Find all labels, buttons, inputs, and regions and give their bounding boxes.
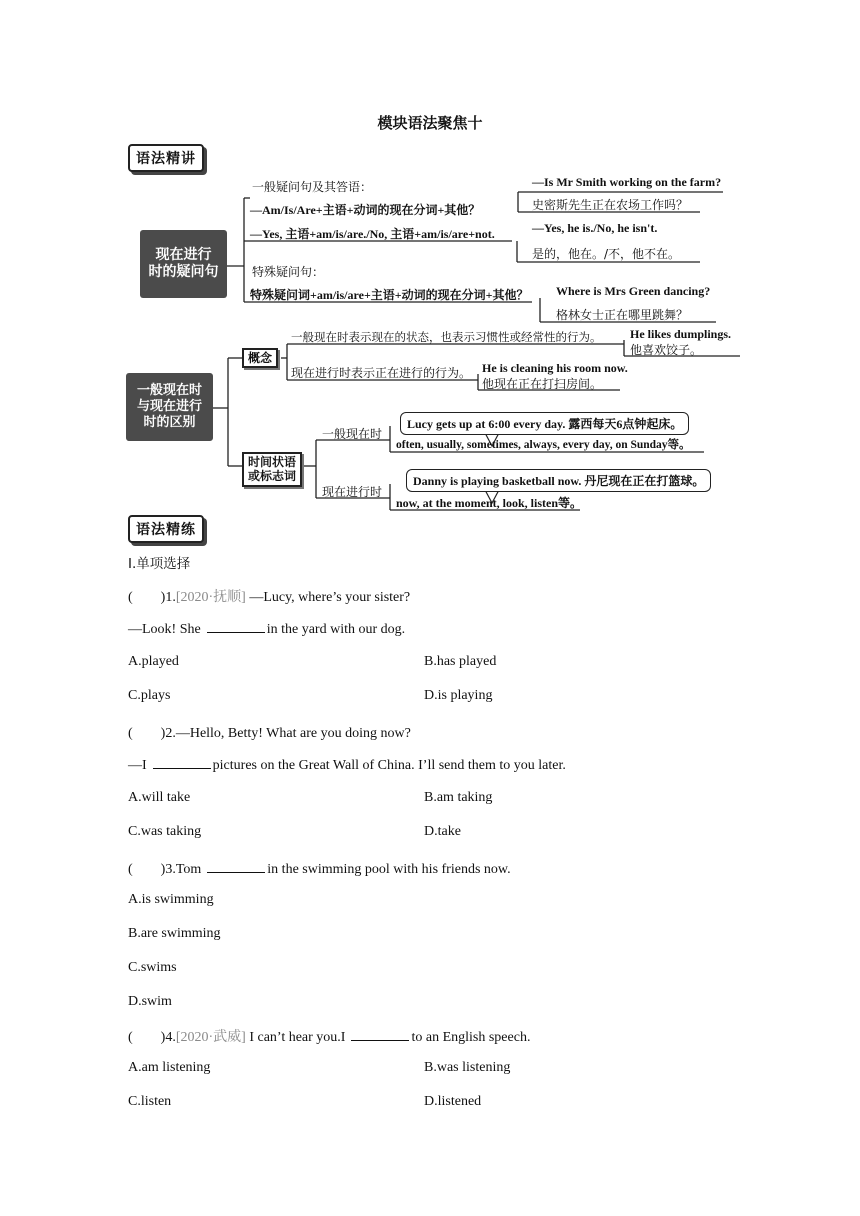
section-header-explain: 语法精讲 [128,144,204,172]
concept-simple-present: 一般现在时表示现在的状态，也表示习惯性或经常性的行为。 [291,330,602,344]
example-question-en: —Is Mr Smith working on the farm? [532,175,722,189]
concept-label: 概念 [242,348,278,368]
question-2-stem: ( )2.—Hello, Betty! What are you doing now? [128,726,411,741]
concept-prog-example-en: He is cleaning his room now. [482,361,628,375]
present-progressive-label: 现在进行时 [322,485,383,499]
concept-simple-example-en: He likes dumplings. [630,327,732,341]
option-1b[interactable]: B.has played [424,654,497,669]
option-2c[interactable]: C.was taking [128,824,202,839]
answer-blank[interactable] [207,620,265,633]
simple-present-time-words: often, usually, sometimes, always, every day, on Sunday等。 [396,439,691,451]
example-answer-cn: 是的，他在。/不，他不在。 [532,247,681,261]
option-4b[interactable]: B.was listening [424,1060,511,1075]
answer-blank[interactable] [351,1028,409,1041]
option-4d[interactable]: D.listened [424,1094,482,1109]
diagram1-topic-box: 现在进行 时的疑问句 [140,230,227,298]
special-question-formula: 特殊疑问词+am/is/are+主语+动词的现在分词+其他？ [250,288,529,302]
example-question-cn: 史密斯先生正在农场工作吗？ [532,198,689,212]
question-1-line2: —Look! She in the yard with our dog. [128,622,406,637]
option-1c[interactable]: C.plays [128,688,171,703]
option-3d[interactable]: D.swim [128,994,172,1009]
simple-present-example-bubble: Lucy gets up at 6:00 every day. 露西每天6点钟起床。 [400,412,689,435]
question-source: [2020·抚顺] [175,590,246,605]
part-heading: Ⅰ.单项选择 [128,556,191,572]
general-question-formula: —Am/Is/Are+主语+动词的现在分词+其他？ [250,203,481,217]
question-4-stem: ( )4.[2020·武威] I can’t hear you.I to an English speech. [128,1030,531,1045]
question-3-stem: ( )3.Tom in the swimming pool with his friends now. [128,862,511,877]
section-header-practice: 语法精练 [128,515,204,543]
general-answer-formula: —Yes, 主语+am/is/are./No, 主语+am/is/are+not. [250,227,495,241]
present-progressive-example-bubble: Danny is playing basketball now. 丹尼现在正在打篮球。 [406,469,711,492]
question-1-stem: ( )1.[2020·抚顺] —Lucy, where’s your sister? [128,590,411,605]
concept-prog-example-cn: 他现在正在打扫房间。 [482,377,603,391]
option-3c[interactable]: C.swims [128,960,177,975]
option-2a[interactable]: A.will take [128,790,191,805]
special-question-label: 特殊疑问句： [252,265,325,279]
example-special-en: Where is Mrs Green dancing? [556,284,711,298]
answer-blank[interactable] [153,756,211,769]
present-progressive-time-words: now, at the moment, look, listen等。 [396,496,583,510]
concept-simple-example-cn: 他喜欢饺子。 [630,343,703,357]
option-4a[interactable]: A.am listening [128,1060,211,1075]
example-special-cn: 格林女士正在哪里跳舞？ [556,308,689,322]
option-3b[interactable]: B.are swimming [128,926,221,941]
page-title: 模块语法聚焦十 [377,116,483,132]
option-2b[interactable]: B.am taking [424,790,493,805]
concept-present-progressive: 现在进行时表示正在进行的行为。 [291,366,472,380]
time-marker-label: 时间状语 或标志词 [242,452,302,487]
option-1d[interactable]: D.is playing [424,688,493,703]
question-source: [2020·武威] [175,1030,246,1045]
answer-blank[interactable] [207,860,265,873]
simple-present-label: 一般现在时 [322,427,383,441]
option-1a[interactable]: A.played [128,654,179,669]
option-3a[interactable]: A.is swimming [128,892,214,907]
option-2d[interactable]: D.take [424,824,461,839]
diagram2-topic-box: 一般现在时 与现在进行 时的区别 [126,373,213,441]
question-2-line2: —I pictures on the Great Wall of China. I’ll send them to you later. [128,758,566,773]
option-4c[interactable]: C.listen [128,1094,172,1109]
example-answer-en: —Yes, he is./No, he isn't. [532,221,658,235]
general-question-label: 一般疑问句及其答语： [252,180,373,194]
